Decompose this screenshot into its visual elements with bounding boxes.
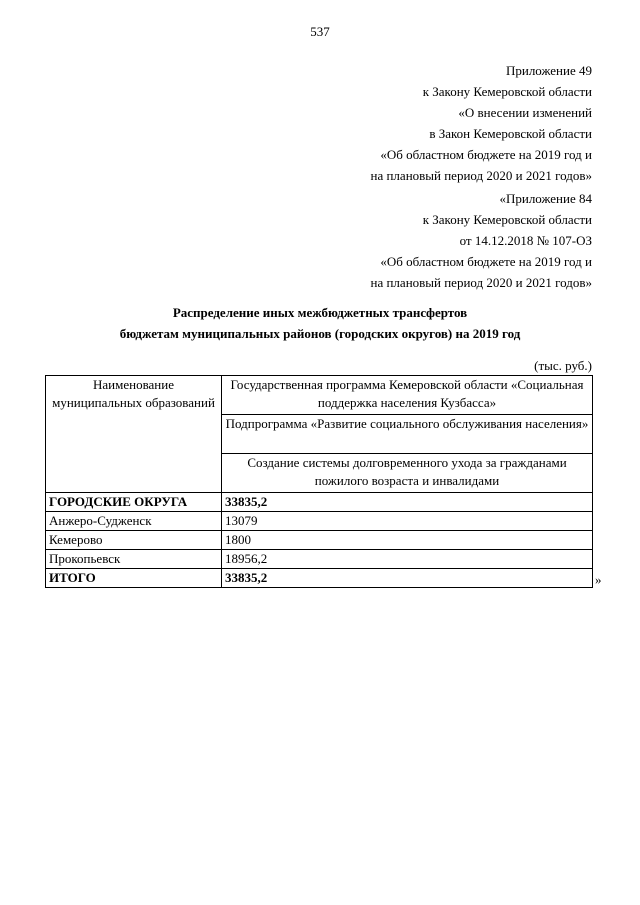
table-row [46,550,593,569]
municipality-name: ИТОГО [46,569,222,588]
table-header-row [46,376,593,415]
table-row [46,531,593,550]
table-row-total [46,569,593,588]
appendix-49-line: к Закону Кемеровской области [422,84,592,99]
table-row [46,493,593,512]
units-label: (тыс. руб.) [534,358,592,373]
page-number: 537 [310,24,330,39]
subprogram-header: Подпрограмма «Развитие социального обслуживания населения» [222,415,593,454]
appendix-49-line: на плановый период 2020 и 2021 годов» [370,168,592,183]
transfer-amount: 33835,2 [222,493,593,512]
transfer-amount: 33835,2 [222,569,593,588]
table-row [46,512,593,531]
transfer-amount: 18956,2 [222,550,593,569]
appendix-84-line: «Об областном бюджете на 2019 год и [380,254,592,269]
municipality-name: Прокопьевск [46,550,222,569]
appendix-84-line: от 14.12.2018 № 107-ОЗ [459,233,592,248]
municipality-name: Кемерово [46,531,222,550]
appendix-49-line: Приложение 49 [505,63,592,78]
appendix-84-line: на плановый период 2020 и 2021 годов» [370,275,592,290]
document-title-line-2: бюджетам муниципальных районов (городских округов) на 2019 год [119,326,521,341]
document-title [0,302,640,344]
appendix-49-line: «О внесении изменений [458,105,592,120]
transfer-amount: 1800 [222,531,593,550]
municipality-name: Анжеро-Судженск [46,512,222,531]
program-header: Государственная программа Кемеровской области «Социальная поддержка населения Кузбасса» [222,376,593,415]
municipality-column-header: Наименование муниципальных образований [46,376,222,493]
transfer-amount: 13079 [222,512,593,531]
appendix-84-header [371,188,593,293]
appendix-49-line: «Об областном бюджете на 2019 год и [380,147,592,162]
appendix-49-header [371,60,593,186]
document-title-line-1: Распределение иных межбюджетных трансфертов [172,305,468,320]
appendix-84-line: к Закону Кемеровской области [422,212,592,227]
appendix-49-line: в Закон Кемеровской области [429,126,592,141]
appendix-84-line: «Приложение 84 [499,191,592,206]
transfers-table [45,375,593,588]
measure-header: Создание системы долговременного ухода за гражданами пожилого возраста и инвалидами [222,454,593,493]
closing-quote: » [595,572,602,587]
municipality-name: ГОРОДСКИЕ ОКРУГА [46,493,222,512]
